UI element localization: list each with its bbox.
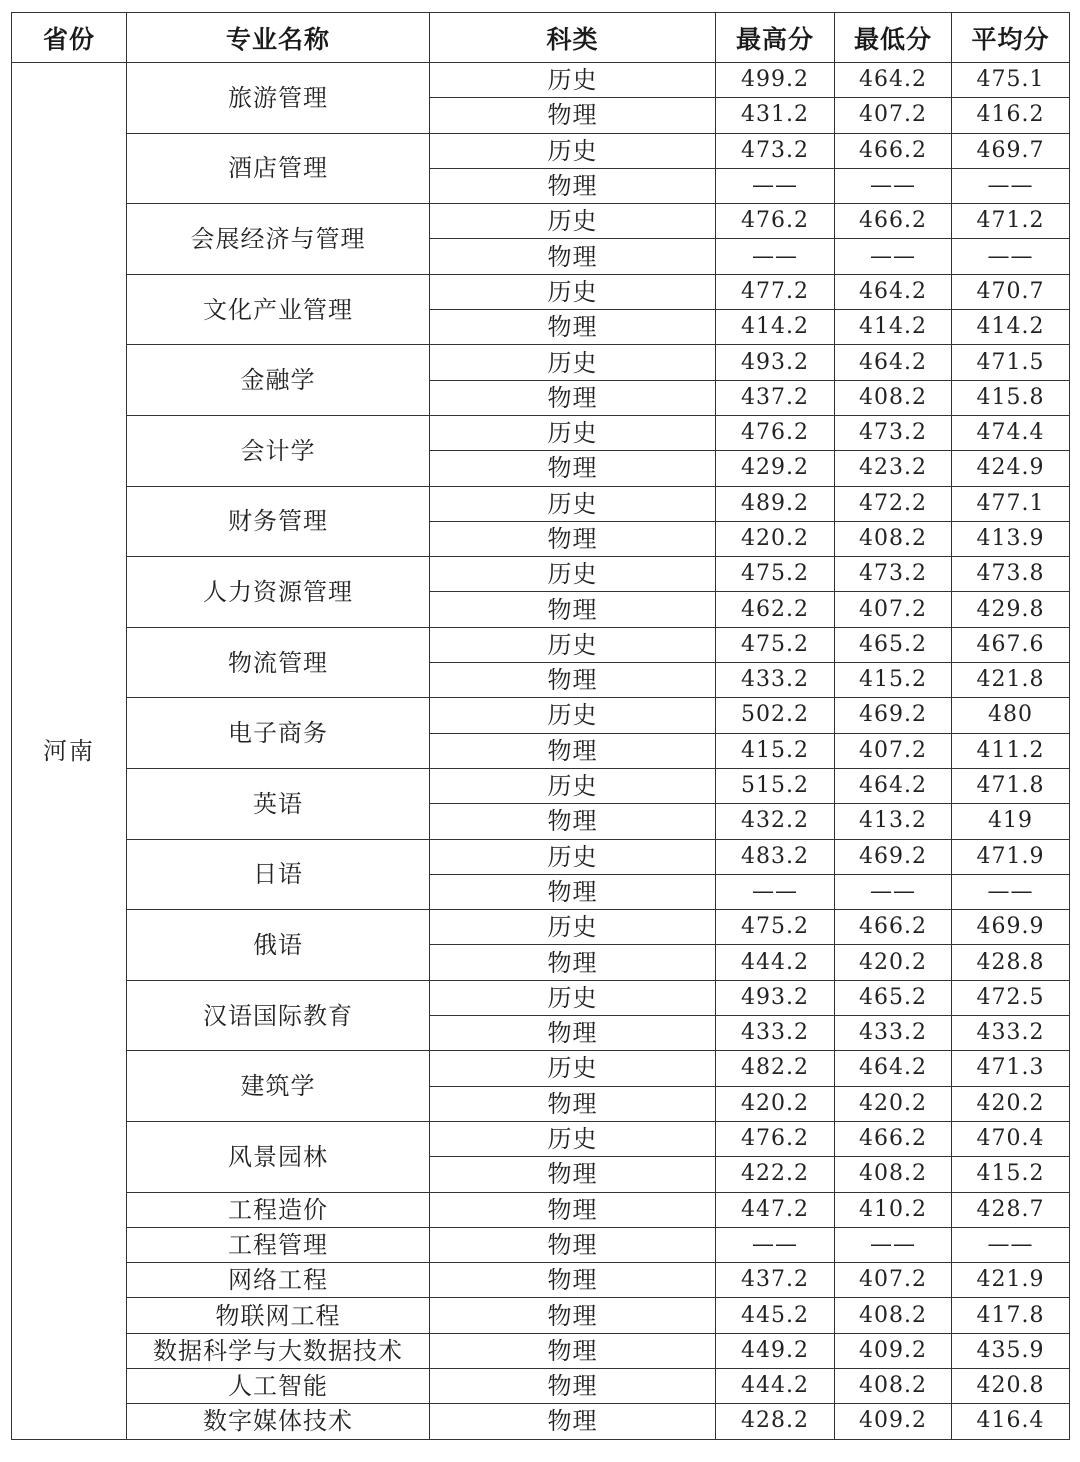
max-score-cell: 482.2 <box>716 1051 835 1086</box>
min-score-cell: 464.2 <box>835 768 952 803</box>
min-score-cell: 407.2 <box>835 98 952 133</box>
major-name-cell: 会计学 <box>127 415 430 486</box>
avg-score-cell: 419 <box>952 804 1070 839</box>
avg-score-cell: 415.8 <box>952 380 1070 415</box>
table-row <box>12 910 1070 945</box>
avg-score-cell: 428.8 <box>952 945 1070 980</box>
max-score-cell: —— <box>716 1227 835 1262</box>
max-score-cell: 493.2 <box>716 980 835 1015</box>
avg-score-cell: —— <box>952 239 1070 274</box>
min-score-cell: —— <box>835 874 952 909</box>
major-name-cell: 电子商务 <box>127 698 430 769</box>
table-row <box>12 768 1070 803</box>
major-name-cell: 文化产业管理 <box>127 274 430 345</box>
header-avg-score: 平均分 <box>952 13 1070 63</box>
table-row <box>12 1227 1070 1262</box>
subject-cell: 历史 <box>430 486 716 521</box>
subject-cell: 历史 <box>430 698 716 733</box>
avg-score-cell: 480 <box>952 698 1070 733</box>
table-row <box>12 557 1070 592</box>
max-score-cell: 437.2 <box>716 380 835 415</box>
avg-score-cell: 429.8 <box>952 592 1070 627</box>
min-score-cell: 464.2 <box>835 1051 952 1086</box>
min-score-cell: 407.2 <box>835 592 952 627</box>
table-row <box>12 345 1070 380</box>
min-score-cell: 413.2 <box>835 804 952 839</box>
min-score-cell: —— <box>835 168 952 203</box>
max-score-cell: 462.2 <box>716 592 835 627</box>
subject-cell: 历史 <box>430 768 716 803</box>
major-name-cell: 人力资源管理 <box>127 557 430 628</box>
table-body <box>12 63 1070 1440</box>
table-row <box>12 839 1070 874</box>
max-score-cell: 483.2 <box>716 839 835 874</box>
subject-cell: 历史 <box>430 204 716 239</box>
min-score-cell: 409.2 <box>835 1404 952 1439</box>
min-score-cell: 414.2 <box>835 310 952 345</box>
max-score-cell: 431.2 <box>716 98 835 133</box>
avg-score-cell: 415.2 <box>952 1157 1070 1192</box>
major-name-cell: 物联网工程 <box>127 1298 430 1333</box>
min-score-cell: 465.2 <box>835 627 952 662</box>
min-score-cell: 433.2 <box>835 1016 952 1051</box>
max-score-cell: —— <box>716 168 835 203</box>
max-score-cell: —— <box>716 874 835 909</box>
max-score-cell: 475.2 <box>716 910 835 945</box>
min-score-cell: 410.2 <box>835 1192 952 1227</box>
min-score-cell: 408.2 <box>835 1157 952 1192</box>
max-score-cell: 489.2 <box>716 486 835 521</box>
major-name-cell: 人工智能 <box>127 1368 430 1403</box>
table-row <box>12 1192 1070 1227</box>
min-score-cell: 473.2 <box>835 557 952 592</box>
min-score-cell: 408.2 <box>835 380 952 415</box>
min-score-cell: 469.2 <box>835 698 952 733</box>
subject-cell: 物理 <box>430 168 716 203</box>
max-score-cell: 475.2 <box>716 627 835 662</box>
avg-score-cell: 474.4 <box>952 415 1070 450</box>
min-score-cell: 465.2 <box>835 980 952 1015</box>
table-row <box>12 698 1070 733</box>
avg-score-cell: 416.2 <box>952 98 1070 133</box>
avg-score-cell: 417.8 <box>952 1298 1070 1333</box>
avg-score-cell: 420.2 <box>952 1086 1070 1121</box>
subject-cell: 物理 <box>430 1333 716 1368</box>
subject-cell: 历史 <box>430 627 716 662</box>
max-score-cell: 502.2 <box>716 698 835 733</box>
min-score-cell: 466.2 <box>835 1121 952 1156</box>
major-name-cell: 数据科学与大数据技术 <box>127 1333 430 1368</box>
avg-score-cell: 421.8 <box>952 663 1070 698</box>
admission-scores-table <box>11 12 1070 1440</box>
max-score-cell: 445.2 <box>716 1298 835 1333</box>
max-score-cell: 444.2 <box>716 945 835 980</box>
table-row <box>12 133 1070 168</box>
subject-cell: 物理 <box>430 310 716 345</box>
max-score-cell: 476.2 <box>716 415 835 450</box>
max-score-cell: 499.2 <box>716 63 835 98</box>
max-score-cell: 432.2 <box>716 804 835 839</box>
subject-cell: 历史 <box>430 910 716 945</box>
max-score-cell: 433.2 <box>716 663 835 698</box>
avg-score-cell: 473.8 <box>952 557 1070 592</box>
major-name-cell: 日语 <box>127 839 430 910</box>
avg-score-cell: 433.2 <box>952 1016 1070 1051</box>
major-name-cell: 金融学 <box>127 345 430 416</box>
min-score-cell: 469.2 <box>835 839 952 874</box>
max-score-cell: 420.2 <box>716 1086 835 1121</box>
avg-score-cell: 428.7 <box>952 1192 1070 1227</box>
subject-cell: 历史 <box>430 557 716 592</box>
min-score-cell: 464.2 <box>835 274 952 309</box>
major-name-cell: 财务管理 <box>127 486 430 557</box>
table-row <box>12 274 1070 309</box>
max-score-cell: 420.2 <box>716 521 835 556</box>
major-name-cell: 旅游管理 <box>127 63 430 134</box>
avg-score-cell: 477.1 <box>952 486 1070 521</box>
major-name-cell: 俄语 <box>127 910 430 981</box>
header-min-score: 最低分 <box>835 13 952 63</box>
avg-score-cell: 414.2 <box>952 310 1070 345</box>
avg-score-cell: 424.9 <box>952 451 1070 486</box>
header-major: 专业名称 <box>127 13 430 63</box>
avg-score-cell: —— <box>952 874 1070 909</box>
max-score-cell: 476.2 <box>716 1121 835 1156</box>
subject-cell: 物理 <box>430 804 716 839</box>
max-score-cell: 447.2 <box>716 1192 835 1227</box>
table-header <box>12 13 1070 63</box>
table-row <box>12 1404 1070 1439</box>
max-score-cell: 422.2 <box>716 1157 835 1192</box>
major-name-cell: 网络工程 <box>127 1263 430 1298</box>
min-score-cell: 466.2 <box>835 910 952 945</box>
max-score-cell: 437.2 <box>716 1263 835 1298</box>
subject-cell: 物理 <box>430 1192 716 1227</box>
avg-score-cell: 471.8 <box>952 768 1070 803</box>
avg-score-cell: 411.2 <box>952 733 1070 768</box>
min-score-cell: 420.2 <box>835 1086 952 1121</box>
subject-cell: 物理 <box>430 1086 716 1121</box>
table-row <box>12 1298 1070 1333</box>
avg-score-cell: 475.1 <box>952 63 1070 98</box>
subject-cell: 历史 <box>430 1121 716 1156</box>
min-score-cell: 407.2 <box>835 1263 952 1298</box>
subject-cell: 物理 <box>430 239 716 274</box>
min-score-cell: —— <box>835 239 952 274</box>
max-score-cell: 475.2 <box>716 557 835 592</box>
avg-score-cell: 413.9 <box>952 521 1070 556</box>
table-row <box>12 1121 1070 1156</box>
subject-cell: 物理 <box>430 945 716 980</box>
table-row <box>12 415 1070 450</box>
table-row <box>12 1051 1070 1086</box>
min-score-cell: 415.2 <box>835 663 952 698</box>
subject-cell: 物理 <box>430 592 716 627</box>
subject-cell: 物理 <box>430 98 716 133</box>
max-score-cell: 433.2 <box>716 1016 835 1051</box>
avg-score-cell: 421.9 <box>952 1263 1070 1298</box>
avg-score-cell: 471.2 <box>952 204 1070 239</box>
subject-cell: 物理 <box>430 1368 716 1403</box>
max-score-cell: 429.2 <box>716 451 835 486</box>
subject-cell: 物理 <box>430 733 716 768</box>
min-score-cell: 409.2 <box>835 1333 952 1368</box>
major-name-cell: 英语 <box>127 768 430 839</box>
min-score-cell: 466.2 <box>835 133 952 168</box>
subject-cell: 物理 <box>430 521 716 556</box>
subject-cell: 历史 <box>430 1051 716 1086</box>
min-score-cell: 466.2 <box>835 204 952 239</box>
min-score-cell: —— <box>835 1227 952 1262</box>
table-row <box>12 627 1070 662</box>
avg-score-cell: 467.6 <box>952 627 1070 662</box>
subject-cell: 历史 <box>430 415 716 450</box>
major-name-cell: 建筑学 <box>127 1051 430 1122</box>
min-score-cell: 420.2 <box>835 945 952 980</box>
subject-cell: 历史 <box>430 980 716 1015</box>
province-cell: 河南 <box>12 63 127 1440</box>
major-name-cell: 数字媒体技术 <box>127 1404 430 1439</box>
subject-cell: 历史 <box>430 274 716 309</box>
avg-score-cell: 416.4 <box>952 1404 1070 1439</box>
major-name-cell: 酒店管理 <box>127 133 430 204</box>
subject-cell: 物理 <box>430 1016 716 1051</box>
table-row <box>12 1263 1070 1298</box>
table-row <box>12 1368 1070 1403</box>
avg-score-cell: 470.4 <box>952 1121 1070 1156</box>
subject-cell: 历史 <box>430 63 716 98</box>
major-name-cell: 会展经济与管理 <box>127 204 430 275</box>
min-score-cell: 408.2 <box>835 1298 952 1333</box>
max-score-cell: 415.2 <box>716 733 835 768</box>
subject-cell: 物理 <box>430 451 716 486</box>
subject-cell: 历史 <box>430 345 716 380</box>
max-score-cell: —— <box>716 239 835 274</box>
avg-score-cell: 435.9 <box>952 1333 1070 1368</box>
header-subject: 科类 <box>430 13 716 63</box>
subject-cell: 物理 <box>430 1157 716 1192</box>
major-name-cell: 工程造价 <box>127 1192 430 1227</box>
major-name-cell: 工程管理 <box>127 1227 430 1262</box>
min-score-cell: 473.2 <box>835 415 952 450</box>
table-row <box>12 980 1070 1015</box>
min-score-cell: 464.2 <box>835 63 952 98</box>
subject-cell: 物理 <box>430 1404 716 1439</box>
avg-score-cell: 471.5 <box>952 345 1070 380</box>
subject-cell: 物理 <box>430 663 716 698</box>
subject-cell: 物理 <box>430 1263 716 1298</box>
avg-score-cell: 471.3 <box>952 1051 1070 1086</box>
avg-score-cell: 469.7 <box>952 133 1070 168</box>
subject-cell: 物理 <box>430 380 716 415</box>
header-row <box>12 13 1070 63</box>
max-score-cell: 414.2 <box>716 310 835 345</box>
max-score-cell: 515.2 <box>716 768 835 803</box>
min-score-cell: 423.2 <box>835 451 952 486</box>
max-score-cell: 444.2 <box>716 1368 835 1403</box>
min-score-cell: 408.2 <box>835 521 952 556</box>
header-max-score: 最高分 <box>716 13 835 63</box>
table-row <box>12 1333 1070 1368</box>
avg-score-cell: 470.7 <box>952 274 1070 309</box>
subject-cell: 物理 <box>430 874 716 909</box>
avg-score-cell: —— <box>952 168 1070 203</box>
subject-cell: 历史 <box>430 133 716 168</box>
min-score-cell: 464.2 <box>835 345 952 380</box>
avg-score-cell: 420.8 <box>952 1368 1070 1403</box>
max-score-cell: 428.2 <box>716 1404 835 1439</box>
table-row <box>12 63 1070 98</box>
table-row <box>12 204 1070 239</box>
header-province: 省份 <box>12 13 127 63</box>
major-name-cell: 汉语国际教育 <box>127 980 430 1051</box>
table-row <box>12 486 1070 521</box>
subject-cell: 物理 <box>430 1298 716 1333</box>
max-score-cell: 476.2 <box>716 204 835 239</box>
subject-cell: 物理 <box>430 1227 716 1262</box>
max-score-cell: 449.2 <box>716 1333 835 1368</box>
max-score-cell: 477.2 <box>716 274 835 309</box>
max-score-cell: 493.2 <box>716 345 835 380</box>
major-name-cell: 风景园林 <box>127 1121 430 1192</box>
avg-score-cell: 472.5 <box>952 980 1070 1015</box>
min-score-cell: 472.2 <box>835 486 952 521</box>
max-score-cell: 473.2 <box>716 133 835 168</box>
subject-cell: 历史 <box>430 839 716 874</box>
avg-score-cell: 471.9 <box>952 839 1070 874</box>
major-name-cell: 物流管理 <box>127 627 430 698</box>
min-score-cell: 407.2 <box>835 733 952 768</box>
min-score-cell: 408.2 <box>835 1368 952 1403</box>
avg-score-cell: 469.9 <box>952 910 1070 945</box>
avg-score-cell: —— <box>952 1227 1070 1262</box>
